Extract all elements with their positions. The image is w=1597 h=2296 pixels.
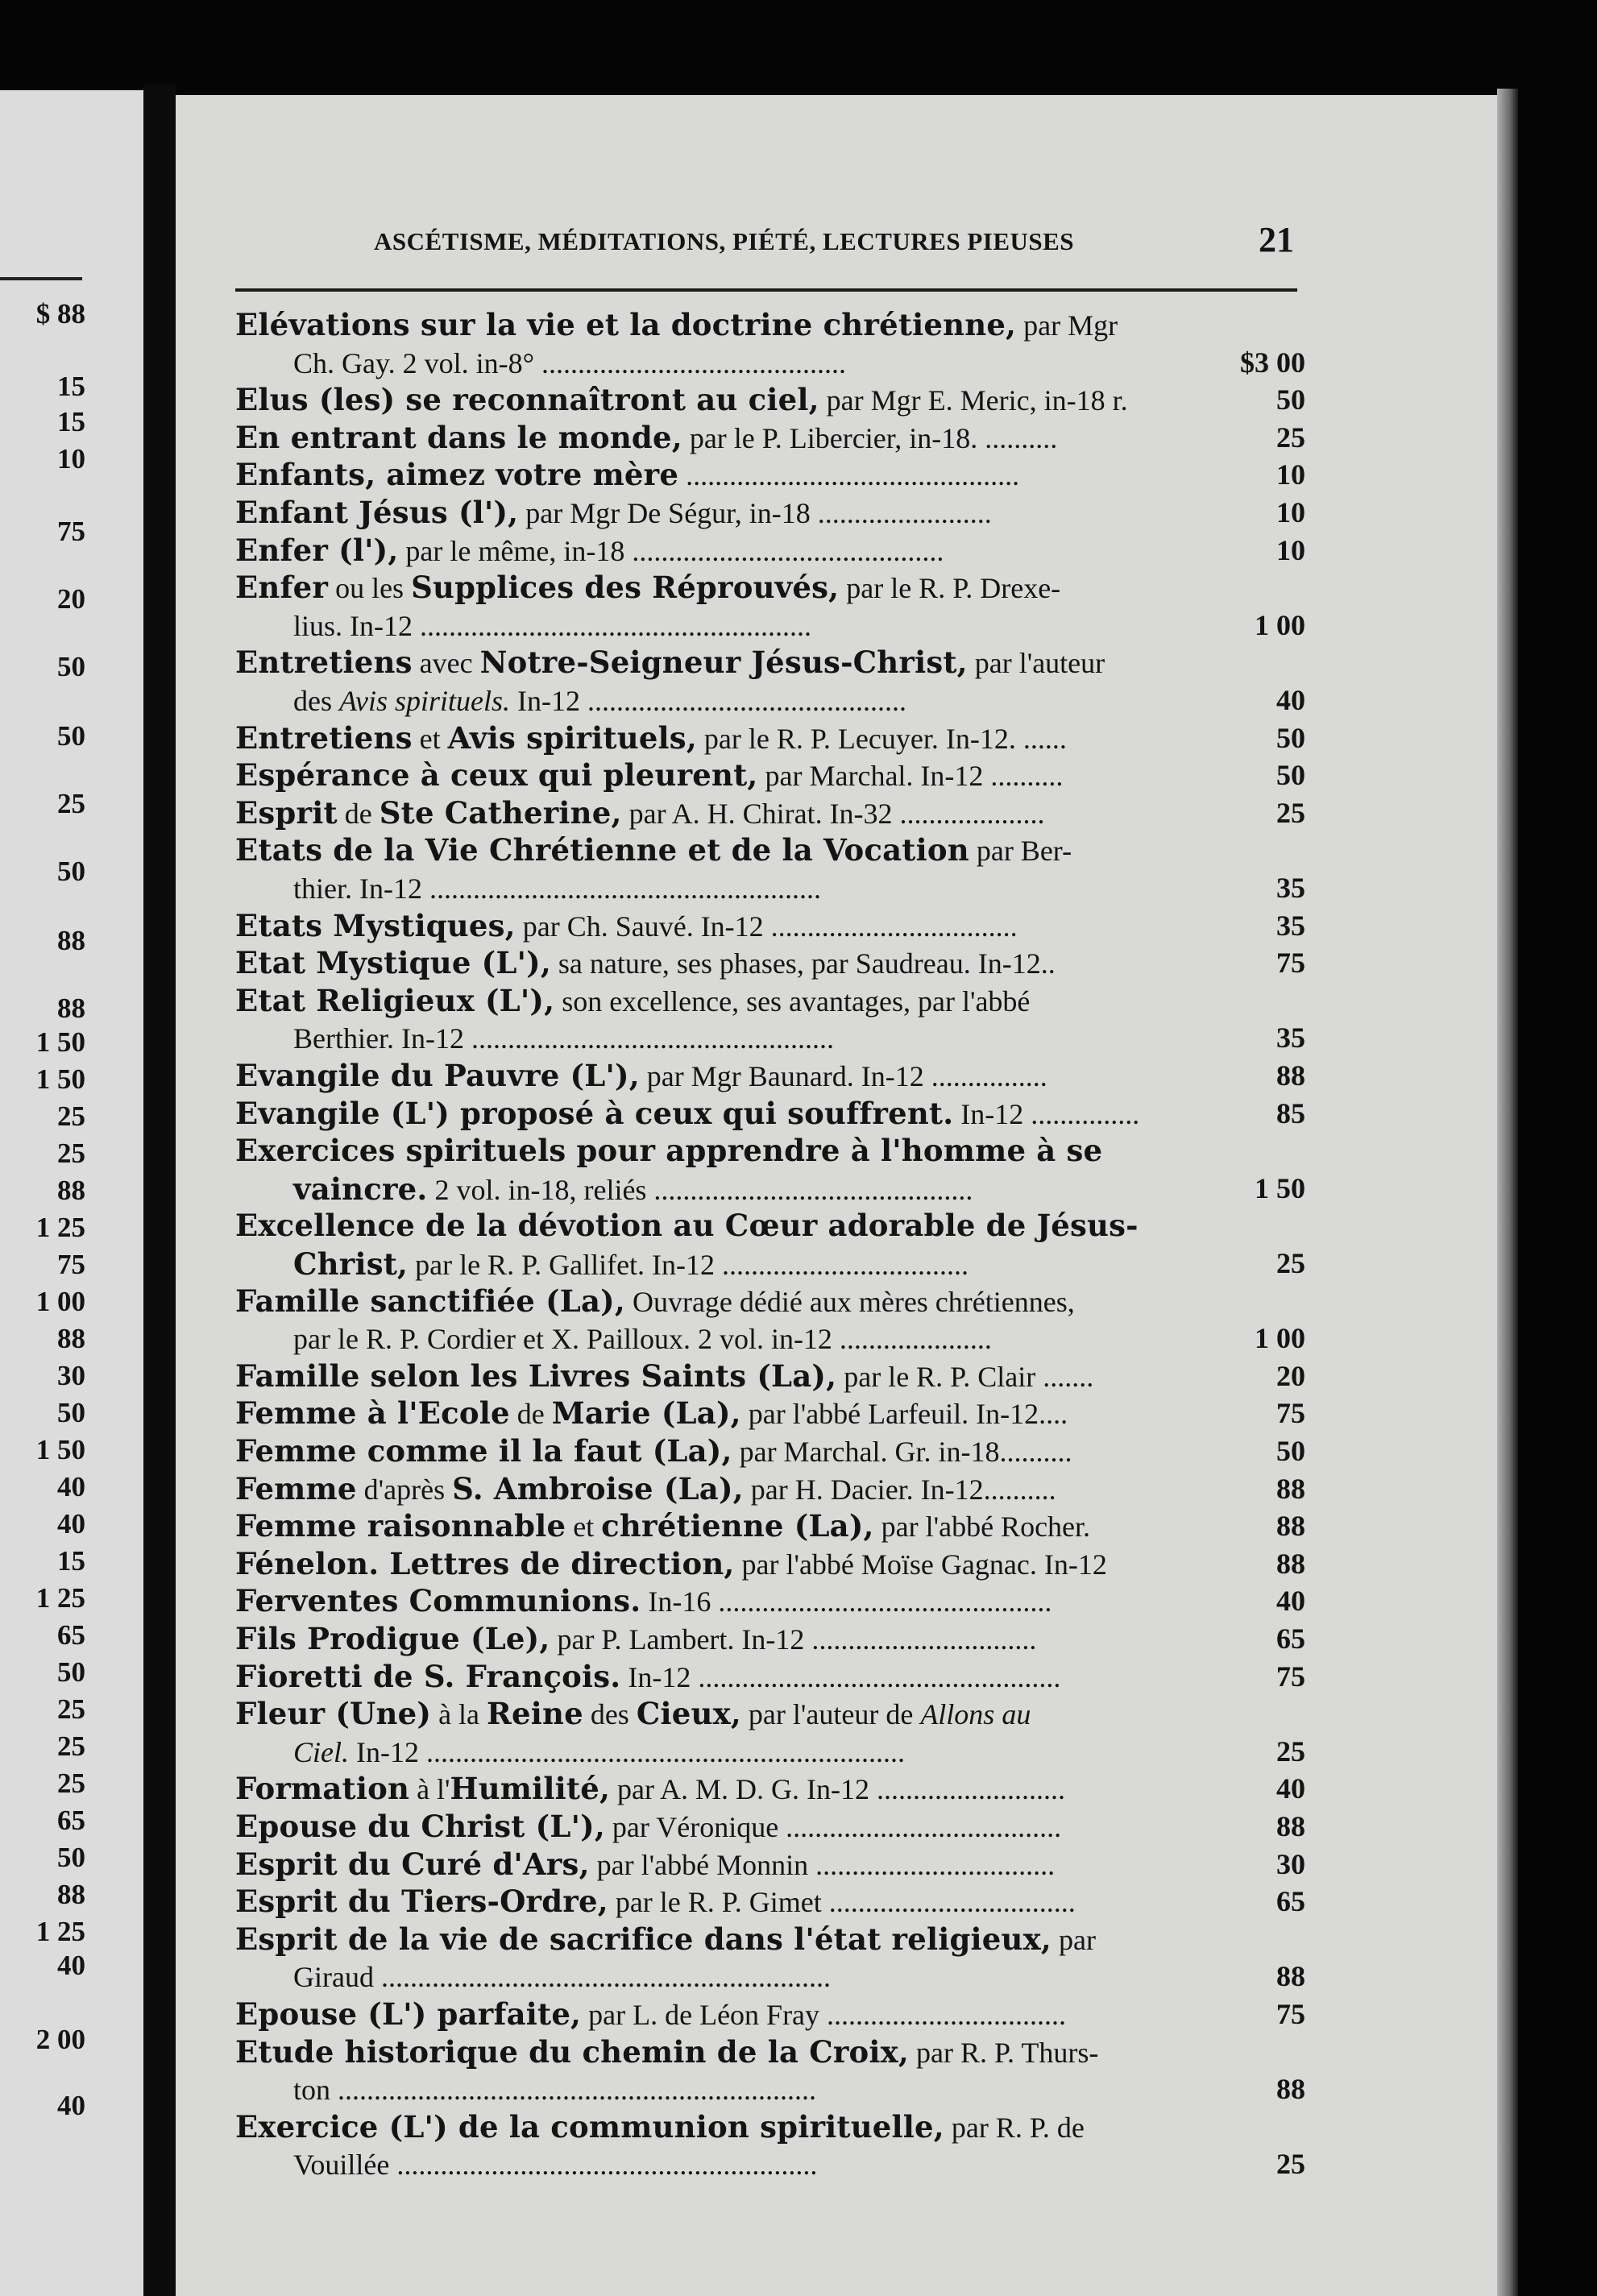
entry-detail: avec bbox=[412, 647, 480, 680]
entry-detail: In-12 ............................................ bbox=[510, 684, 906, 717]
entry-line bbox=[235, 644, 1105, 681]
entry-line bbox=[235, 1846, 1056, 1882]
left-page-price: 50 bbox=[57, 1397, 85, 1428]
header-rule bbox=[235, 288, 1297, 292]
entry-detail: Ch. Gay. 2 vol. in-8° .......................................... bbox=[293, 346, 847, 379]
entry-detail: des bbox=[293, 684, 339, 717]
entry-title: En entrant dans le monde, bbox=[235, 419, 682, 455]
left-page-price: 1 25 bbox=[35, 1916, 85, 1947]
left-page-price: 1 25 bbox=[35, 1582, 85, 1614]
entry-detail: par Marchal. Gr. in-18.......... bbox=[732, 1436, 1072, 1468]
catalog-entry bbox=[235, 1695, 1223, 1771]
entry-title: Esprit du Curé d'Ars, bbox=[235, 1846, 590, 1882]
catalog-entry bbox=[235, 1095, 1223, 1133]
entry-continuation bbox=[235, 1245, 1223, 1284]
entry-continuation bbox=[235, 870, 1223, 908]
catalog-entry bbox=[235, 1996, 1223, 2034]
entry-detail: des bbox=[583, 1698, 637, 1731]
entry-line bbox=[235, 907, 1018, 943]
entry-detail: par Mgr De Ségur, in-18 ........................ bbox=[518, 497, 992, 529]
catalog-entry bbox=[235, 494, 1223, 533]
left-page-price: 50 bbox=[57, 651, 85, 682]
entry-detail: par l'auteur de bbox=[740, 1698, 921, 1731]
left-page-price: 20 bbox=[57, 583, 85, 615]
entry-detail: et bbox=[412, 722, 448, 755]
entry-price: 88 bbox=[1276, 1059, 1305, 1092]
catalog-entry bbox=[235, 1207, 1223, 1283]
catalog-entry bbox=[235, 794, 1223, 833]
entry-price: 25 bbox=[1276, 421, 1305, 454]
entry-price: $3 00 bbox=[1240, 346, 1305, 379]
catalog-entry bbox=[235, 644, 1223, 719]
catalog-entry bbox=[235, 944, 1223, 983]
entry-line bbox=[235, 1095, 1140, 1131]
left-page-price: 88 bbox=[57, 1323, 85, 1354]
entry-title: Femme comme il la faut (La), bbox=[235, 1433, 732, 1469]
catalog-entry bbox=[235, 569, 1223, 644]
catalog-entry bbox=[235, 756, 1223, 795]
entry-line bbox=[235, 1508, 1091, 1544]
entry-title: Esprit du Tiers-Ordre, bbox=[235, 1884, 608, 1920]
entry-price: 50 bbox=[1276, 1435, 1305, 1467]
entry-detail: par l'abbé Moïse Gagnac. In-12 bbox=[734, 1548, 1107, 1581]
entry-price: 75 bbox=[1276, 1397, 1305, 1430]
entry-detail: 2 vol. in-18, reliés ............................................ bbox=[427, 1173, 973, 1206]
left-page-price: 25 bbox=[57, 1693, 85, 1725]
entry-detail: par Mgr Baunard. In-12 ................ bbox=[639, 1060, 1047, 1092]
entry-title: Fioretti de S. François. bbox=[235, 1658, 621, 1694]
entry-detail: et bbox=[566, 1511, 602, 1544]
left-page-price: 75 bbox=[57, 516, 85, 547]
entry-title: Espérance à ceux qui pleurent, bbox=[235, 757, 758, 794]
entry-line bbox=[235, 1545, 1107, 1581]
entry-price: 1 50 bbox=[1255, 1171, 1305, 1204]
entry-line bbox=[235, 1658, 1061, 1694]
entry-title: Enfer bbox=[235, 570, 329, 606]
catalog-entry bbox=[235, 1883, 1223, 1921]
left-page-price: 15 bbox=[57, 406, 85, 437]
entry-line bbox=[235, 1585, 1052, 1618]
entry-line bbox=[235, 1996, 1067, 2032]
entry-title: Femme raisonnable bbox=[235, 1508, 566, 1544]
page-edge-shadow bbox=[1497, 89, 1518, 2296]
entry-title: Fils Prodigue (Le), bbox=[235, 1621, 550, 1656]
entry-title: Entretiens bbox=[235, 644, 413, 681]
entry-detail: par Mgr E. Meric, in-18 r. bbox=[819, 384, 1128, 417]
entry-line bbox=[235, 1698, 1031, 1730]
entry-title: Epouse (L') parfaite, bbox=[235, 1996, 582, 2032]
entry-title: Supplices des Réprouvés, bbox=[411, 570, 840, 606]
entry-detail: par le R. P. Lecuyer. In-12. ...... bbox=[696, 722, 1067, 755]
catalog-entry bbox=[235, 1658, 1223, 1697]
entry-line bbox=[235, 947, 1056, 980]
entry-detail: par Mgr bbox=[1016, 309, 1118, 342]
entry-continuation bbox=[235, 345, 1223, 383]
entry-line bbox=[235, 757, 1064, 794]
entry-title: Reine bbox=[487, 1696, 583, 1732]
entry-title: Etats de la Vie Chrétienne et de la Vocation bbox=[235, 832, 969, 868]
entry-title: Famille sanctifiée (La), bbox=[235, 1283, 625, 1319]
left-page-price: 1 00 bbox=[35, 1286, 85, 1317]
entry-detail: par l'auteur bbox=[967, 647, 1105, 680]
entry-price: 30 bbox=[1276, 1847, 1305, 1880]
entry-price: 10 bbox=[1276, 458, 1305, 491]
entry-price: 65 bbox=[1276, 1885, 1305, 1918]
entry-title: Femme à l'Ecole bbox=[235, 1395, 510, 1432]
entry-line bbox=[235, 419, 1058, 455]
entry-detail: sa nature, ses phases, par Saudreau. In-12.. bbox=[550, 947, 1056, 980]
entry-detail: .............................................. bbox=[678, 459, 1020, 492]
left-page-price: 75 bbox=[57, 1249, 85, 1280]
entry-line bbox=[235, 532, 944, 568]
left-page-price: 1 50 bbox=[35, 1434, 85, 1465]
catalog-entry bbox=[235, 907, 1223, 946]
catalog-entry bbox=[235, 1582, 1223, 1621]
entry-line bbox=[235, 384, 1128, 417]
entry-line bbox=[235, 1470, 1056, 1506]
entry-detail: In-12 ............... bbox=[953, 1097, 1140, 1130]
entry-price: 50 bbox=[1276, 721, 1305, 754]
entry-italic: Avis spirituels. bbox=[339, 684, 511, 717]
entry-price: 75 bbox=[1276, 1998, 1305, 2030]
left-page-price: 25 bbox=[57, 1138, 85, 1169]
entry-line bbox=[235, 497, 992, 529]
entry-line bbox=[235, 1886, 1076, 1918]
left-page-price: 40 bbox=[57, 1471, 85, 1502]
catalog-entry bbox=[235, 1057, 1223, 1096]
catalog-entry bbox=[235, 1545, 1223, 1584]
entry-detail: par le R. P. Drexe- bbox=[839, 572, 1061, 605]
entry-price: 75 bbox=[1276, 1660, 1305, 1693]
entry-detail: par Ch. Sauvé. In-12 .................................. bbox=[515, 910, 1018, 943]
entry-price: 25 bbox=[1276, 1734, 1305, 1768]
entry-line bbox=[235, 1060, 1047, 1092]
entry-detail: Berthier. In-12 .................................................. bbox=[293, 1022, 834, 1055]
entry-price: 85 bbox=[1276, 1096, 1305, 1129]
entry-italic: Allons au bbox=[920, 1698, 1031, 1731]
entry-title: Etat Mystique (L'), bbox=[235, 945, 551, 981]
catalog-entry bbox=[235, 1770, 1223, 1809]
left-page-price: 50 bbox=[57, 720, 85, 752]
entry-continuation bbox=[235, 1171, 1223, 1209]
entry-detail: de bbox=[509, 1398, 552, 1431]
entry-line bbox=[235, 1283, 1075, 1319]
entry-title: Femme bbox=[235, 1470, 357, 1506]
entry-price: 1 00 bbox=[1255, 1322, 1305, 1355]
entry-price: 25 bbox=[1276, 1247, 1305, 1279]
entry-price: 88 bbox=[1276, 1960, 1305, 1993]
entry-continuation bbox=[235, 1958, 1223, 1996]
entry-title: Exercice (L') de la communion spirituelle, bbox=[235, 2108, 944, 2145]
entry-continuation bbox=[235, 1020, 1223, 1058]
entry-title: Enfants, aimez votre mère bbox=[235, 457, 679, 493]
entry-detail: par le R. P. Cordier et X. Pailloux. 2 vol. in-12 ..................... bbox=[293, 1323, 992, 1356]
catalog-entry bbox=[235, 381, 1223, 420]
entry-title: Enfer (l'), bbox=[235, 532, 399, 568]
catalog-entry bbox=[235, 2108, 1223, 2184]
left-page-price: $ 88 bbox=[35, 298, 85, 329]
entry-price: 88 bbox=[1276, 2073, 1305, 2106]
left-page-price: 50 bbox=[57, 1842, 85, 1873]
entry-line bbox=[235, 1811, 1061, 1843]
entry-line bbox=[235, 982, 1031, 1018]
entry-detail: lius. In-12 ...................................................... bbox=[293, 609, 811, 642]
catalog-entry bbox=[235, 1132, 1223, 1208]
catalog-entry bbox=[235, 1808, 1223, 1846]
entry-detail: par H. Dacier. In-12.......... bbox=[743, 1473, 1056, 1506]
left-page-price: 15 bbox=[57, 371, 85, 402]
entry-title: Famille selon les Livres Saints (La), bbox=[235, 1357, 837, 1394]
entry-line bbox=[235, 1433, 1072, 1469]
left-page-price: 25 bbox=[57, 1730, 85, 1762]
entry-title: Avis spirituels, bbox=[447, 719, 697, 756]
entry-line bbox=[235, 1623, 1036, 1656]
entry-title: Excellence de la dévotion au Cœur adorable de Jésus- bbox=[235, 1208, 1139, 1244]
entry-price: 25 bbox=[1276, 796, 1305, 829]
entry-price: 20 bbox=[1276, 1359, 1305, 1392]
entry-detail: par A. M. D. G. In-12 .......................... bbox=[610, 1773, 1066, 1806]
entry-detail: Vouillée .......................................................... bbox=[293, 2149, 818, 2182]
left-page-price: 1 50 bbox=[35, 1063, 85, 1095]
entry-title: chrétienne (La), bbox=[601, 1508, 874, 1544]
entry-title: Exercices spirituels pour apprendre à l'homme à se bbox=[235, 1133, 1103, 1169]
entry-price: 1 00 bbox=[1255, 608, 1305, 641]
entry-line bbox=[235, 794, 1045, 831]
entry-title: Esprit de la vie de sacrifice dans l'état religieux, bbox=[235, 1921, 1052, 1957]
left-page-price: 30 bbox=[57, 1360, 85, 1391]
left-page-price: 88 bbox=[57, 993, 85, 1024]
entry-price: 40 bbox=[1276, 1772, 1305, 1805]
entry-detail: à la bbox=[431, 1698, 487, 1731]
entry-price: 40 bbox=[1276, 1585, 1305, 1618]
entry-price: 10 bbox=[1276, 533, 1305, 566]
catalog-entry bbox=[235, 2033, 1223, 2109]
entry-detail: par Véronique ...................................... bbox=[604, 1811, 1062, 1843]
entry-price: 88 bbox=[1276, 1472, 1305, 1505]
entry-title: Fleur (Une) bbox=[235, 1696, 432, 1732]
entry-title: S. Ambroise (La), bbox=[452, 1470, 744, 1506]
entry-detail: par A. H. Chirat. In-32 .................... bbox=[621, 797, 1045, 830]
left-page-price: 1 25 bbox=[35, 1212, 85, 1243]
entry-detail: Ouvrage dédié aux mères chrétiennes, bbox=[624, 1285, 1075, 1318]
entry-title: Ste Catherine, bbox=[379, 794, 622, 831]
entry-title: Evangile du Pauvre (L'), bbox=[235, 1058, 640, 1093]
entry-price: 50 bbox=[1276, 383, 1305, 417]
left-page-price: 15 bbox=[57, 1545, 85, 1577]
entry-title: Enfant Jésus (l'), bbox=[235, 495, 519, 530]
entry-line bbox=[235, 1921, 1096, 1957]
entry-title: Humilité, bbox=[450, 1771, 611, 1807]
entry-line bbox=[235, 572, 1060, 604]
running-head: ASCÉTISME, MÉDITATIONS, PIÉTÉ, LECTURES PIEUSES bbox=[374, 227, 1075, 255]
left-page-price: 40 bbox=[57, 1950, 85, 1981]
entry-detail: de bbox=[337, 797, 380, 830]
left-page-price: 65 bbox=[57, 1619, 85, 1651]
entry-detail: par R. P. de bbox=[944, 2111, 1085, 2144]
entry-detail: par L. de Léon Fray ................................. bbox=[581, 1999, 1067, 2031]
entry-detail: par P. Lambert. In-12 ............................... bbox=[550, 1623, 1037, 1656]
left-page-price: 2 00 bbox=[35, 2024, 85, 2055]
entry-price: 88 bbox=[1276, 1810, 1305, 1842]
entry-line bbox=[235, 2108, 1085, 2145]
entry-line bbox=[235, 309, 1118, 342]
catalog-entry bbox=[235, 532, 1223, 570]
entry-price: 75 bbox=[1276, 947, 1305, 980]
entry-title: vaincre. bbox=[293, 1171, 428, 1207]
entry-title: Etude historique du chemin de la Croix, bbox=[235, 2033, 910, 2070]
book-gutter bbox=[143, 85, 176, 2296]
entry-detail: par le R. P. Gallifet. In-12 .................................. bbox=[408, 1248, 969, 1281]
catalog-entry bbox=[235, 1846, 1223, 1884]
catalog-entry bbox=[235, 306, 1223, 382]
entry-line bbox=[235, 459, 1019, 491]
left-page-price: 50 bbox=[57, 856, 85, 887]
entry-line bbox=[235, 1135, 1102, 1167]
entry-price: 88 bbox=[1276, 1510, 1305, 1543]
catalog-entry bbox=[235, 1620, 1223, 1659]
entry-detail: par Ber- bbox=[969, 835, 1072, 868]
entry-detail: par R. P. Thurs- bbox=[909, 2036, 1099, 2069]
catalog-entry bbox=[235, 1470, 1223, 1509]
entry-detail: par l'abbé Rocher. bbox=[873, 1511, 1091, 1544]
entry-title: Fénelon. Lettres de direction, bbox=[235, 1545, 735, 1581]
entry-detail: son excellence, ses avantages, par l'abbé bbox=[554, 984, 1031, 1017]
entry-detail: par le R. P. Gimet .................................. bbox=[608, 1886, 1076, 1919]
entry-detail: par l'abbé Larfeuil. In-12.... bbox=[740, 1398, 1068, 1431]
entry-detail: In-12 .................................................. bbox=[620, 1660, 1061, 1693]
catalog-entry bbox=[235, 1395, 1223, 1433]
entry-price: 88 bbox=[1276, 1547, 1305, 1580]
page-number: 21 bbox=[1259, 220, 1294, 259]
left-page-price: 25 bbox=[57, 1100, 85, 1132]
entry-title: Cieux, bbox=[636, 1696, 741, 1732]
entry-line bbox=[235, 1357, 1094, 1394]
entry-line bbox=[235, 2033, 1099, 2070]
catalog-entry bbox=[235, 1357, 1223, 1396]
left-page-price: 25 bbox=[57, 1768, 85, 1799]
entry-title: Formation bbox=[235, 1771, 410, 1807]
entry-detail: d'après bbox=[356, 1473, 453, 1506]
catalog-entry bbox=[235, 831, 1223, 907]
left-page-price: 40 bbox=[57, 2090, 85, 2121]
entry-price: 25 bbox=[1276, 2148, 1305, 2181]
entry-title: Etat Religieux (L'), bbox=[235, 982, 555, 1018]
entry-line bbox=[235, 1210, 1139, 1242]
entry-detail: par l'abbé Monnin ................................. bbox=[589, 1848, 1056, 1881]
left-page-price: 50 bbox=[57, 1656, 85, 1688]
entry-detail: ou les bbox=[328, 572, 412, 605]
left-page-price: 65 bbox=[57, 1805, 85, 1836]
entry-detail: à l' bbox=[409, 1773, 450, 1806]
entry-line bbox=[235, 1773, 1065, 1805]
entry-detail: Giraud .............................................................. bbox=[293, 1961, 831, 1994]
catalog-entry bbox=[235, 1921, 1223, 1996]
entry-detail: par Marchal. In-12 .......... bbox=[757, 760, 1064, 793]
catalog-entry bbox=[235, 719, 1223, 758]
catalog-entry bbox=[235, 982, 1223, 1058]
entry-detail: thier. In-12 ...................................................... bbox=[293, 872, 821, 905]
left-page-rule bbox=[0, 277, 82, 280]
entry-continuation bbox=[235, 2071, 1223, 2109]
left-page-price: 1 50 bbox=[35, 1026, 85, 1058]
entry-line bbox=[235, 719, 1067, 756]
entry-title: Ferventes Communions. bbox=[235, 1583, 641, 1619]
entry-continuation bbox=[235, 2146, 1223, 2184]
entry-detail: In-12 .................................................................. bbox=[349, 1735, 905, 1768]
left-page-price: 88 bbox=[57, 925, 85, 956]
entry-title: Elus (les) se reconnaîtront au ciel, bbox=[235, 382, 819, 418]
entry-continuation bbox=[235, 1320, 1223, 1358]
entry-title: Evangile (L') proposé à ceux qui souffrent. bbox=[235, 1095, 954, 1131]
left-page-price: 10 bbox=[57, 443, 85, 475]
entry-detail: par bbox=[1051, 1923, 1096, 1956]
entry-line bbox=[235, 832, 1072, 868]
entry-price: 65 bbox=[1276, 1623, 1305, 1655]
entry-title: Notre-Seigneur Jésus-Christ, bbox=[479, 644, 968, 681]
entry-price: 10 bbox=[1276, 496, 1305, 528]
entry-continuation bbox=[235, 1734, 1223, 1772]
entry-detail: ton .................................................................. bbox=[293, 2074, 817, 2107]
entry-title: Esprit bbox=[235, 794, 338, 831]
catalog-entry bbox=[235, 1432, 1223, 1471]
entry-detail: par le R. P. Clair ....... bbox=[836, 1360, 1094, 1393]
entry-line bbox=[235, 1395, 1068, 1432]
entry-title: Epouse du Christ (L'), bbox=[235, 1809, 605, 1844]
left-page-price: 25 bbox=[57, 788, 85, 819]
catalog-entry bbox=[235, 419, 1223, 458]
entry-continuation bbox=[235, 607, 1223, 645]
entry-continuation bbox=[235, 682, 1223, 720]
entry-detail: par le même, in-18 ........................................... bbox=[398, 534, 944, 567]
left-page-fragment bbox=[0, 90, 143, 2296]
entry-price: 35 bbox=[1276, 909, 1305, 942]
entry-detail: In-16 .............................................. bbox=[641, 1585, 1052, 1618]
entry-italic: Ciel. bbox=[293, 1735, 349, 1768]
entry-price: 35 bbox=[1276, 1022, 1305, 1055]
catalog-entry bbox=[235, 1283, 1223, 1358]
entry-title: Elévations sur la vie et la doctrine chrétienne, bbox=[235, 307, 1017, 342]
left-page-price: 40 bbox=[57, 1508, 85, 1540]
entry-price: 35 bbox=[1276, 872, 1305, 904]
left-page-price: 88 bbox=[57, 1175, 85, 1206]
entry-price: 50 bbox=[1276, 759, 1305, 792]
catalog-entry bbox=[235, 456, 1223, 495]
entry-title: Entretiens bbox=[235, 719, 413, 756]
entry-detail: par le P. Libercier, in-18. .......... bbox=[682, 421, 1058, 454]
entry-price: 40 bbox=[1276, 684, 1305, 716]
entry-title: Christ, bbox=[293, 1245, 409, 1282]
catalog-entry bbox=[235, 1507, 1223, 1546]
entry-title: Etats Mystiques, bbox=[235, 907, 516, 943]
entry-title: Marie (La), bbox=[551, 1395, 741, 1432]
left-page-price: 88 bbox=[57, 1879, 85, 1910]
